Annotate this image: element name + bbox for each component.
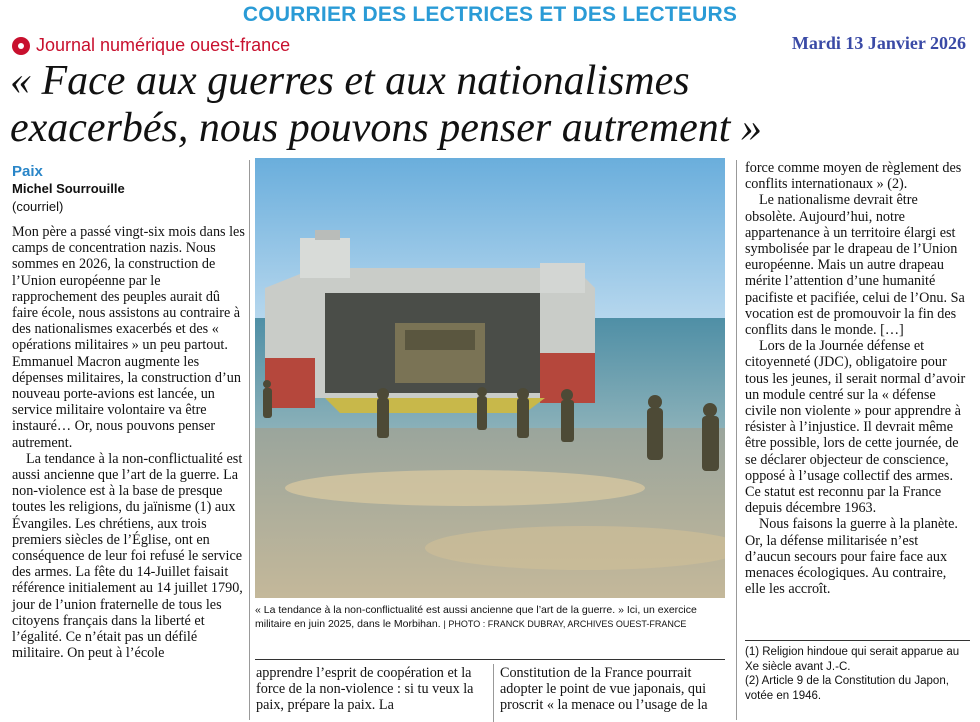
author-note: (courriel) xyxy=(12,199,64,214)
headline-line-1: « Face aux guerres et aux nationalismes xyxy=(10,58,690,104)
author-name: Michel Sourrouille xyxy=(12,181,125,196)
publication-date: Mardi 13 Janvier 2026 xyxy=(791,33,966,53)
column-divider xyxy=(493,664,494,722)
article-column-2 xyxy=(256,665,488,714)
source-label: Journal numérique ouest-france xyxy=(36,35,291,55)
paragraph: Lors de la Journée défense et citoyenneté (JDC), obligatoire pour tous les jeunes, il serait normal d’avoir un module centré sur la « défense civile non violente » pour apprendre à résister à l’injustice. Il devrait même être possible, lors de cette journée, de se déclarer objecteur de conscience, opposé à l’usage collectif des armes. Ce statut est reconnu par la France depuis décembre 1963. xyxy=(745,338,966,517)
photo-caption xyxy=(255,603,725,631)
paragraph: Le nationalisme devrait être obsolète. Aujourd’hui, notre appartenance à un territoire élargi est symbolisée par le drapeau de l’Union européenne. Mais un autre drapeau mérite l’attention d’une humanité pacifiste et pacifiée, celui de l’Onu. Sa vocation est de promouvoir la fin des conflits dans le monde. […] xyxy=(745,192,965,339)
paragraph: Nous faisons la guerre à la planète. Or, la défense militarisée n’est d’aucun secours pour faire face aux menaces écologiques. Au contraire, elle les accroît. xyxy=(745,516,958,598)
photo-credit: | PHOTO : FRANCK DUBRAY, ARCHIVES OUEST-FRANCE xyxy=(443,619,687,629)
headline-line-2: exacerbés, nous pouvons penser autrement » xyxy=(10,105,762,151)
article-column-4 xyxy=(745,160,967,597)
article-photo xyxy=(255,158,725,598)
paragraph: force comme moyen de règlement des conflits internationaux » (2). xyxy=(745,160,962,193)
newspaper-source xyxy=(12,35,290,56)
article-headline xyxy=(10,58,975,152)
caption-divider xyxy=(255,659,725,660)
paragraph: La tendance à la non-conflictualité est aussi ancienne que l’art de la guerre. La non-violence est à la base de presque toutes les religions, du jaïnisme (1) aux Évangiles. Les chrétiens, aux trois premiers siècles de l’Église, ont en conséquence de leur foi refusé le service des armes. La fête du 14-Juillet faisait référence initialement au 14 juillet 1790, jour de l’union fraternelle de tous les citoyens français dans la liberté et l’égalité. Ce n’était pas un défilé militaire. On peut à l’école xyxy=(12,450,243,662)
column-divider xyxy=(249,160,250,720)
footnotes-divider xyxy=(745,640,970,641)
ouest-france-logo-icon xyxy=(12,37,30,55)
article-column-3 xyxy=(500,665,728,714)
section-banner: COURRIER DES LECTRICES ET DES LECTEURS xyxy=(242,3,738,26)
paragraph: Mon père a passé vingt-six mois dans les camps de concentration nazis. Nous sommes en 2026, la construction de l’Union européenne par le rapprochement des peuples aurait dû faire école, nous assistons au contraire à des nationalismes exacerbés et des « opérations militaires » un peu partout. Emmanuel Macron augmente les dépenses militaires, la construction d’un nouveau porte-avions est lancée, un service militaire volontaire va être instauré… Or, nous pouvons penser autrement. xyxy=(12,224,245,451)
footnote: (1) Religion hindoue qui serait apparue au Xe siècle avant J.-C. xyxy=(745,646,960,673)
landing-craft-beach-image xyxy=(255,158,725,598)
article-column-1 xyxy=(12,224,245,661)
rubric-label: Paix xyxy=(12,163,43,180)
footnote: (2) Article 9 de la Constitution du Japon, votée en 1946. xyxy=(745,675,949,702)
paragraph: Constitution de la France pourrait adopter le point de vue japonais, qui proscrit « la menace ou l’usage de la xyxy=(500,665,708,714)
footnotes xyxy=(745,645,970,703)
caption-text: « La tendance à la non-conflictualité est aussi ancienne que l’art de la guerre. » Ici, un exercice militaire en juin 2025, dans le Morbihan. xyxy=(255,604,697,630)
column-divider xyxy=(736,160,737,720)
paragraph: apprendre l’esprit de coopération et la force de la non-violence : si tu veux la paix, prépare la paix. La xyxy=(256,665,474,714)
